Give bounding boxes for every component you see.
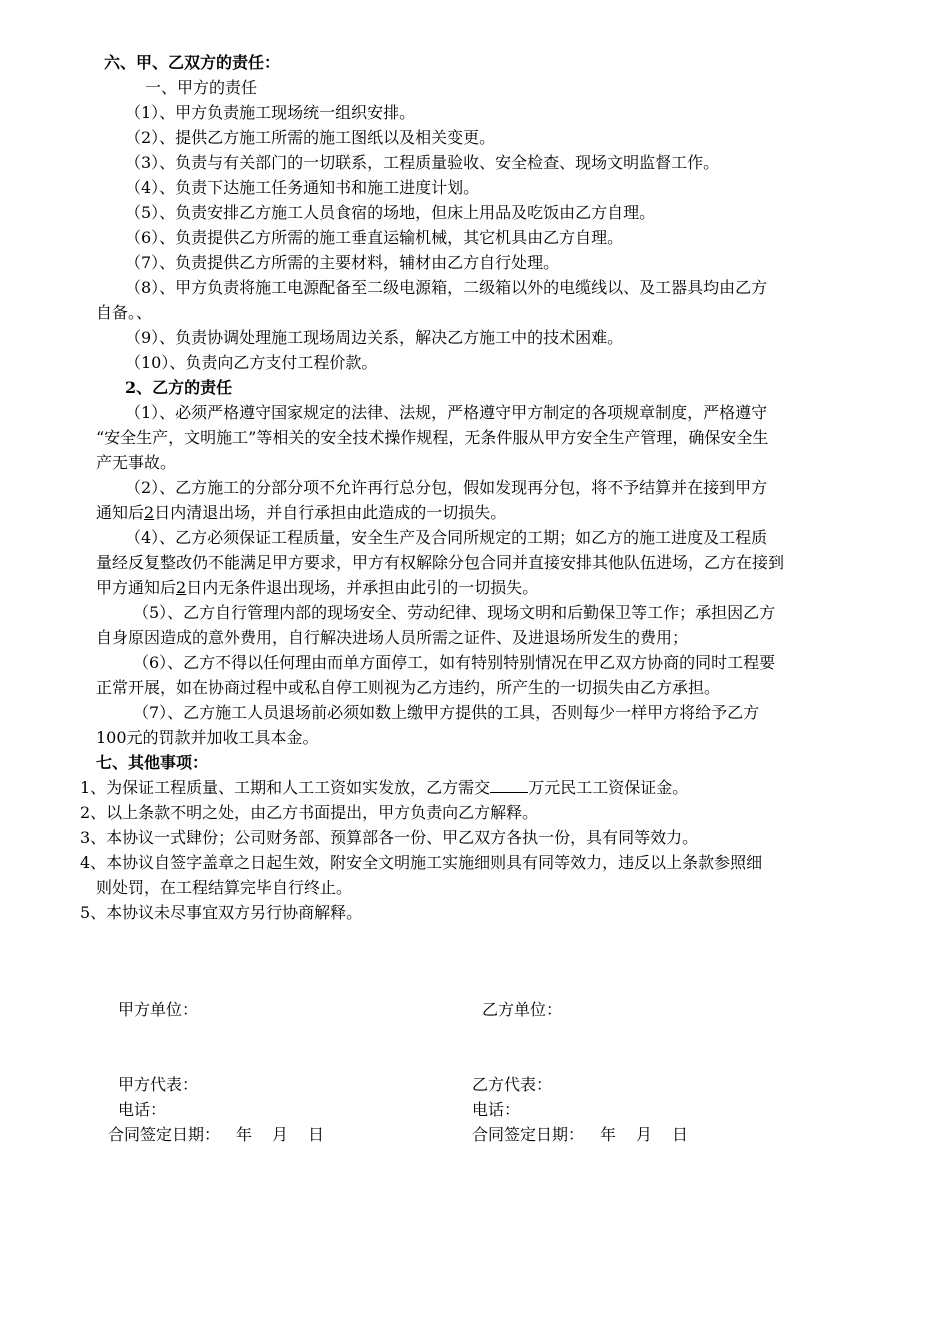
text-span: 日内清退出场，并自行承担由此造成的一切损失。 — [154, 503, 507, 522]
party-b-item-5-line-2: 自身原因造成的意外费用，自行解决进场人员所需之证件、及进退场所发生的费用； — [96, 628, 689, 647]
section-7-title: 七、其他事项： — [96, 753, 209, 772]
other-item-2: 2、以上条款不明之处，由乙方书面提出，甲方负责向乙方解释。 — [80, 803, 539, 822]
other-item-4-line-2: 则处罚，在工程结算完毕自行终止。 — [96, 878, 353, 897]
text-span: 1、为保证工程质量、工期和人工工资如实发放，乙方需交 — [80, 778, 491, 797]
text-span: 甲方通知后 — [96, 578, 177, 597]
other-item-4-line-1: 4、本协议自签字盖章之日起生效，附安全文明施工实施细则具有同等效力，违反以上条款参照细 — [80, 853, 763, 872]
party-a-rep-label: 甲方代表： — [118, 1075, 199, 1094]
year-label: 年 — [600, 1125, 617, 1144]
month-label: 月 — [272, 1125, 289, 1144]
party-a-heading: 一、甲方的责任 — [145, 78, 258, 97]
text-span: 通知后 — [96, 503, 145, 522]
party-a-item-9: （9）、负责协调处理施工现场周边关系，解决乙方施工中的技术困难。 — [125, 328, 624, 347]
text-span: 万元民工工资保证金。 — [528, 778, 689, 797]
party-b-item-2-line-2 — [96, 500, 506, 525]
party-b-heading: 2、乙方的责任 — [125, 378, 233, 397]
days-count: 2 — [144, 503, 155, 522]
days-count: 2 — [176, 578, 187, 597]
party-a-item-2: （2）、提供乙方施工所需的施工图纸以及相关变更。 — [125, 128, 496, 147]
party-b-phone-label: 电话： — [472, 1100, 521, 1119]
party-a-item-4: （4）、负责下达施工任务通知书和施工进度计划。 — [125, 178, 480, 197]
party-a-unit-label: 甲方单位： — [118, 1000, 199, 1019]
party-a-item-3: （3）、负责与有关部门的一切联系，工程质量验收、安全检查、现场文明监督工作。 — [125, 153, 720, 172]
section-6-title: 六、甲、乙双方的责任： — [104, 53, 281, 72]
day-label: 日 — [672, 1125, 689, 1144]
amount-blank — [490, 778, 528, 793]
date-label: 合同签定日期： — [108, 1125, 221, 1144]
party-b-item-7-line-2: 100元的罚款并加收工具本金。 — [96, 728, 319, 747]
party-b-item-5-line-1: （5）、乙方自行管理内部的现场安全、劳动纪律、现场文明和后勤保卫等工作；承担因乙方 — [133, 603, 776, 622]
other-item-3: 3、本协议一式肆份；公司财务部、预算部各一份、甲乙双方各执一份，具有同等效力。 — [80, 828, 699, 847]
party-a-phone-label: 电话： — [118, 1100, 167, 1119]
other-item-1 — [80, 775, 688, 800]
party-a-item-6: （6）、负责提供乙方所需的施工垂直运输机械，其它机具由乙方自理。 — [125, 228, 624, 247]
party-b-rep-label: 乙方代表： — [472, 1075, 553, 1094]
other-item-5: 5、本协议未尽事宜双方另行协商解释。 — [80, 903, 363, 922]
party-b-item-7-line-1: （7）、乙方施工人员退场前必须如数上缴甲方提供的工具，否则每少一样甲方将给予乙方 — [133, 703, 760, 722]
party-b-item-4-line-1: （4）、乙方必须保证工程质量，安全生产及合同所规定的工期；如乙方的施工进度及工程质 — [125, 528, 768, 547]
date-label: 合同签定日期： — [472, 1125, 585, 1144]
party-a-item-1: （1）、甲方负责施工现场统一组织安排。 — [125, 103, 416, 122]
party-b-item-1-line-1: （1）、必须严格遵守国家规定的法律、法规，严格遵守甲方制定的各项规章制度，严格遵守 — [125, 403, 768, 422]
party-a-sign-date — [108, 1122, 324, 1147]
party-a-item-8-line-2: 自备。、 — [96, 303, 153, 322]
party-a-item-10: （10）、负责向乙方支付工程价款。 — [125, 353, 378, 372]
party-b-item-6-line-2: 正常开展，如在协商过程中或私自停工则视为乙方违约，所产生的一切损失由乙方承担。 — [96, 678, 721, 697]
text-span: 日内无条件退出现场，并承担由此引的一切损失。 — [186, 578, 539, 597]
party-b-sign-date — [472, 1122, 688, 1147]
year-label: 年 — [236, 1125, 253, 1144]
party-a-item-7: （7）、负责提供乙方所需的主要材料，辅材由乙方自行处理。 — [125, 253, 560, 272]
party-b-item-4-line-3 — [96, 575, 538, 600]
party-b-item-1-line-3: 产无事故。 — [96, 453, 177, 472]
party-a-item-8-line-1: （8）、甲方负责将施工电源配备至二级电源箱，二级箱以外的电缆线以、及工器具均由乙方 — [125, 278, 768, 297]
party-b-item-6-line-1: （6）、乙方不得以任何理由而单方面停工，如有特别特别情况在甲乙双方协商的同时工程要 — [133, 653, 776, 672]
month-label: 月 — [636, 1125, 653, 1144]
day-label: 日 — [308, 1125, 325, 1144]
party-b-item-1-line-2: “安全生产，文明施工”等相关的安全技术操作规程，无条件服从甲方安全生产管理，确保安全生 — [96, 428, 769, 447]
party-a-item-5: （5）、负责安排乙方施工人员食宿的场地，但床上用品及吃饭由乙方自理。 — [125, 203, 656, 222]
party-b-item-2-line-1: （2）、乙方施工的分部分项不允许再行总分包，假如发现再分包，将不予结算并在接到甲方 — [125, 478, 768, 497]
party-b-unit-label: 乙方单位： — [482, 1000, 563, 1019]
party-b-item-4-line-2: 量经反复整改仍不能满足甲方要求，甲方有权解除分包合同并直接安排其他队伍进场，乙方在接到 — [96, 553, 785, 572]
